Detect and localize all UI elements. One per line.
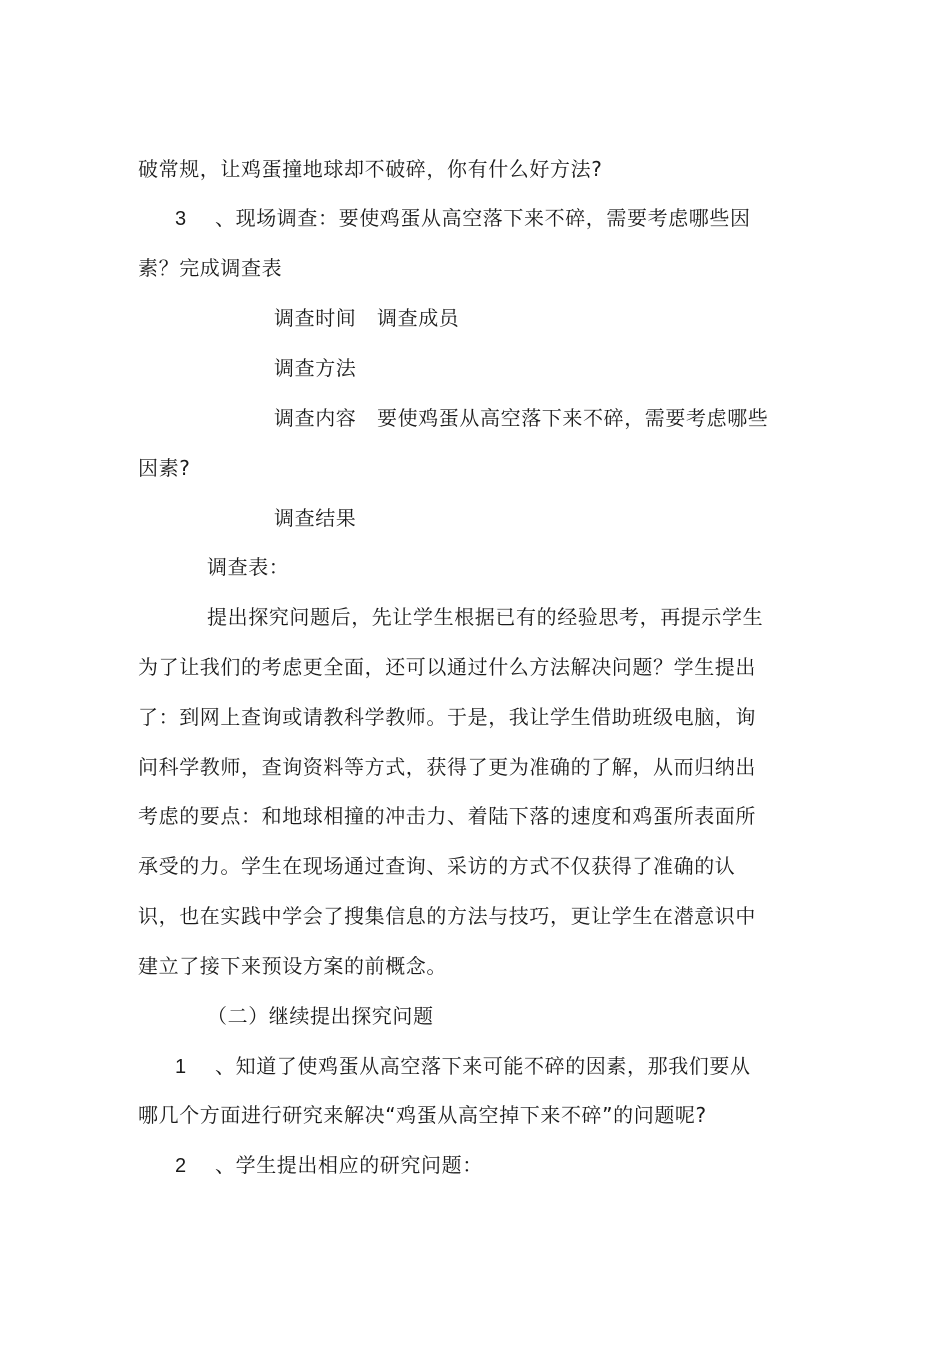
text-line: 因素?	[138, 456, 191, 480]
survey-row-method: 调查方法	[274, 356, 357, 380]
list-item-2	[175, 1151, 483, 1180]
list-number: 3	[175, 208, 187, 230]
text-line: 破常规，让鸡蛋撞地球却不破碎，你有什么好方法?	[138, 157, 603, 181]
list-number: 1	[175, 1056, 187, 1078]
paragraph-line: 问科学教师，查询资料等方式，获得了更为准确的了解，从而归纳出	[138, 755, 756, 779]
list-item-text: 、学生提出相应的研究问题：	[215, 1153, 483, 1177]
paragraph-line: 考虑的要点：和地球相撞的冲击力、着陆下落的速度和鸡蛋所表面所	[138, 804, 756, 828]
survey-table-caption: 调查表：	[207, 555, 290, 579]
paragraph-line: 为了让我们的考虑更全面，还可以通过什么方法解决问题？学生提出	[138, 655, 756, 679]
text-line: 素？完成调查表	[138, 256, 283, 280]
survey-row-time-members: 调查时间 调查成员	[274, 306, 460, 330]
paragraph-line: 了：到网上查询或请教科学教师。于是，我让学生借助班级电脑，询	[138, 705, 756, 729]
list-number: 2	[175, 1155, 187, 1177]
paragraph-line: 提出探究问题后，先让学生根据已有的经验思考，再提示学生	[207, 605, 764, 629]
list-item-3	[175, 204, 751, 233]
list-item-text: 、现场调查：要使鸡蛋从高空落下来不碎，需要考虑哪些因	[215, 206, 751, 230]
list-item-text: 、知道了使鸡蛋从高空落下来可能不碎的因素，那我们要从	[215, 1054, 751, 1078]
text-line: 哪几个方面进行研究来解决“鸡蛋从高空掉下来不碎”的问题呢?	[138, 1103, 707, 1127]
paragraph-line: 承受的力。学生在现场通过查询、采访的方式不仅获得了准确的认	[138, 854, 736, 878]
paragraph-line: 识，也在实践中学会了搜集信息的方法与技巧，更让学生在潜意识中	[138, 904, 756, 928]
survey-row-content: 调查内容 要使鸡蛋从高空落下来不碎，需要考虑哪些	[274, 406, 769, 430]
section-heading: （二）继续提出探究问题	[207, 1004, 434, 1028]
survey-row-result: 调查结果	[274, 506, 357, 530]
paragraph-line: 建立了接下来预设方案的前概念。	[138, 954, 447, 978]
list-item-1	[175, 1052, 751, 1081]
